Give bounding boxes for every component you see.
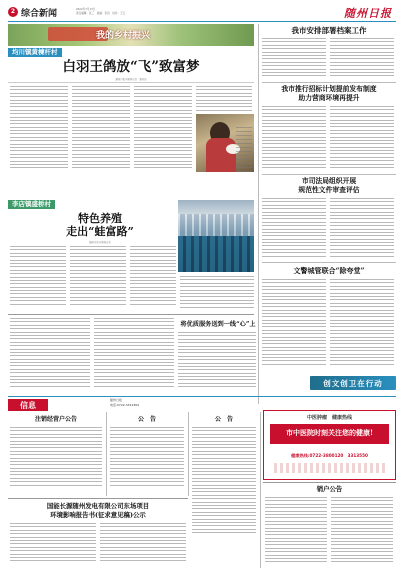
- sale-notice-title: 销户公告: [316, 485, 343, 493]
- mid-story-body: [178, 332, 256, 392]
- frog-farm-photo: [178, 200, 254, 272]
- right-story3-headline-line1: 市司法局组织开展: [301, 177, 357, 185]
- paper-title: 随州日报: [344, 7, 392, 20]
- story2-body-col1: [10, 246, 66, 310]
- story1-kicker: 均川镇黄楝杆村: [8, 48, 62, 57]
- rural-banner-image: [8, 24, 254, 46]
- env-title-line2: 环境影响报告书(征求意见稿)公示: [50, 511, 146, 519]
- sale-notice-body-b: [331, 497, 393, 565]
- ad-top-line: 中医肿瘤 健康热线: [306, 415, 352, 421]
- story1-body-col1: [10, 86, 68, 174]
- story1-headline: 白羽王鸽放“飞”致富梦: [62, 59, 200, 75]
- hospital-ad: [263, 410, 396, 480]
- right-story3-body-b: [330, 198, 394, 258]
- right-story1-headline: 我市安排部署档案工作: [291, 26, 367, 35]
- env-notice-body-b: [100, 523, 186, 565]
- mid-story-headline: 将优质服务送到一线“心”上: [180, 321, 256, 328]
- ad-main-line: 市中医院时刻关注您的健康!: [285, 428, 374, 437]
- lower-left-body-col1: [10, 318, 90, 394]
- sale-notice-body-a: [265, 497, 327, 565]
- info-column-label: 信息: [8, 399, 48, 411]
- right-story1-body-a: [262, 38, 326, 78]
- right-story3-headline-line2: 规范性文件审查评估: [298, 186, 360, 194]
- section-title: 综合新闻: [21, 9, 58, 19]
- notice1-body: [10, 427, 102, 489]
- story2-byline: 随州日报全媒体记者: [89, 241, 111, 244]
- story2-body-col4: [180, 276, 254, 310]
- lower-left-body-col2: [94, 318, 174, 394]
- story2-headline-line2: 走出“蛙富路”: [66, 225, 134, 238]
- story2-body-col3: [130, 246, 176, 310]
- masthead-rule: [8, 21, 396, 22]
- civic-banner: [310, 376, 396, 390]
- notice2-body: [110, 427, 184, 489]
- right-story4-body-b: [330, 279, 394, 371]
- right-story4-body-a: [262, 279, 326, 371]
- masthead: [8, 6, 396, 20]
- story2-headline-line1: 特色养殖: [78, 212, 122, 225]
- story1-byline: 随州日报全媒体记者 通讯员: [115, 78, 147, 81]
- right-story2-headline-line1: 我市推行招标计划提前发布制度: [281, 85, 377, 93]
- notice3-title: 公 告: [214, 416, 233, 423]
- notice-phone: 电话:0722-3312364: [110, 403, 140, 407]
- right-story2-headline-line2: 助力营商环境再提升: [298, 94, 360, 102]
- civic-banner-text: 创文创卫在行动: [323, 379, 383, 388]
- story1-body-col4: [196, 86, 252, 112]
- right-story2-body-b: [330, 106, 394, 170]
- story2-kicker: 李店镇盛桥村: [8, 200, 55, 209]
- story1-body-col3: [134, 86, 192, 174]
- env-notice-body-a: [10, 523, 96, 565]
- editor-line: 责任编辑：张三 美编：李四 校对：王五: [76, 12, 126, 15]
- pigeon-farmer-photo: [196, 114, 254, 172]
- story2-body-col2: [70, 246, 126, 310]
- story1-body-col2: [72, 86, 130, 174]
- banner-slogan: 我的乡村振兴: [96, 31, 151, 41]
- ad-phone-line: 健康热线:0722-3800120 3313550: [291, 453, 368, 458]
- right-story3-body-a: [262, 198, 326, 258]
- notice1-title: 注销经营户公告: [34, 416, 77, 423]
- env-title-line1: 国能长源随州发电有限公司东场项目: [46, 502, 150, 510]
- notice2-title: 公 告: [137, 416, 156, 423]
- right-story2-body-a: [262, 106, 326, 170]
- notice-phone-label: 随州日报: [110, 398, 123, 402]
- page-number-badge: 2: [8, 7, 18, 17]
- notice3-body: [192, 427, 256, 537]
- date-line: 2022年7月13日: [76, 8, 96, 11]
- right-story4-headline: 文警城管联合“除夸堂”: [293, 266, 365, 275]
- right-story1-body-b: [330, 38, 394, 78]
